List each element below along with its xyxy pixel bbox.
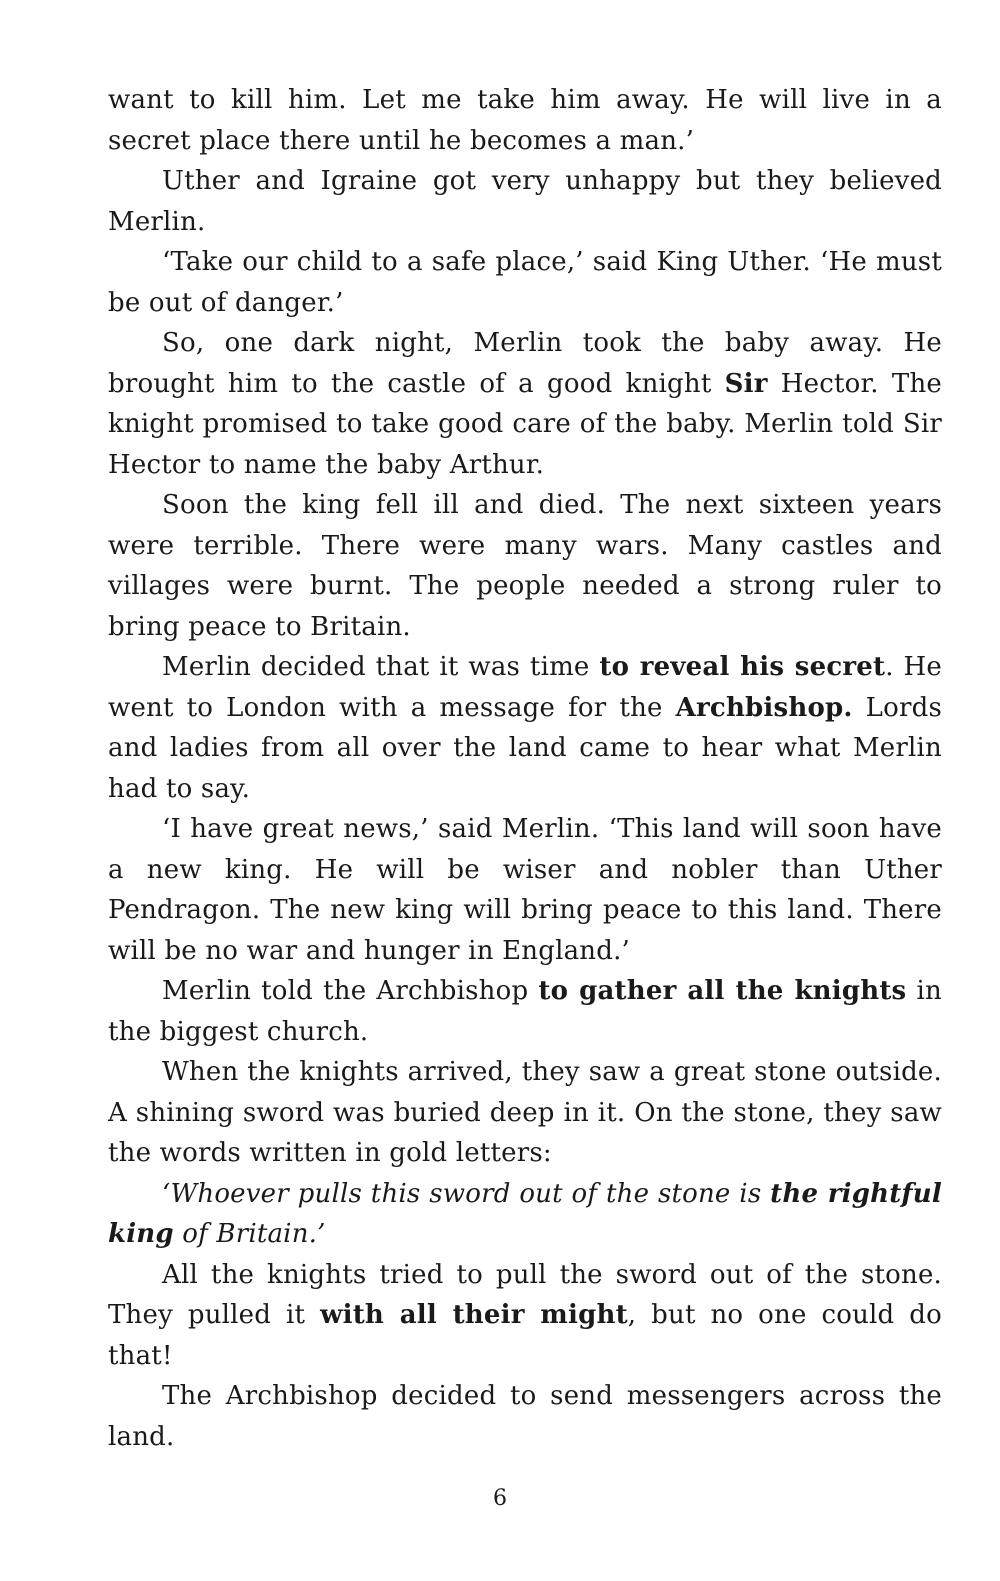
paragraph <box>108 242 942 323</box>
text-run: Lords and ladies from all over the land came to hear what Merlin had to say. <box>108 692 942 804</box>
text-run: to gather all the knights <box>538 976 907 1006</box>
text-run: in the biggest church. <box>108 976 942 1047</box>
text-run: the rightful king <box>108 1178 942 1249</box>
paragraph <box>108 80 942 161</box>
text-run: Soon the king fell ill and died. The next sixteen years were terrible. There were many wars. Many castles and villages were burnt. The people needed a strong ruler to bring peace to Britain. <box>108 490 942 642</box>
text-run: of Britain.’ <box>173 1219 326 1249</box>
text-run: When the knights arrived, they saw a great stone outside. A shining sword was buried deep in it. On the stone, they saw the words written in gold letters: <box>108 1057 942 1168</box>
text-run: Merlin decided that it was time <box>162 652 600 682</box>
text-run: ‘I have great news,’ said Merlin. ‘This land will soon have a new king. He will be wiser and nobler than Uther Pendragon. The new king will bring peace to this land. There will be no war and hunger in England.’ <box>108 814 942 966</box>
text-run: ‘Whoever pulls this sword out of the stone is <box>162 1178 771 1209</box>
paragraph <box>108 809 942 971</box>
paragraph <box>108 1052 942 1174</box>
page-number: 6 <box>493 1486 507 1511</box>
text-run: . He went to London with a message for the <box>108 652 942 723</box>
paragraph <box>108 1255 942 1377</box>
paragraph <box>108 485 942 647</box>
text-run: want to kill him. Let me take him away. He will live in a secret place there until he becomes a man.’ <box>108 85 942 156</box>
text-run: Merlin told the Archbishop <box>162 976 539 1006</box>
paragraph <box>108 1174 942 1255</box>
text-run: The Archbishop decided to send messengers across the land. <box>108 1381 942 1452</box>
text-run: All the knights tried to pull the sword out of the stone. They pulled it <box>108 1259 942 1330</box>
text-run: Uther and Igraine got very unhappy but they believed Merlin. <box>108 166 942 237</box>
text-run: to reveal his secret <box>599 652 886 682</box>
text-run: Sir <box>724 368 768 399</box>
text-run: ‘Take our child to a safe place,’ said King Uther. ‘He must be out of danger.’ <box>108 247 942 318</box>
paragraph <box>108 971 942 1052</box>
text-run: So, one dark night, Merlin took the baby away. He brought him to the castle of a good knight <box>108 328 942 399</box>
text-run: with all their might <box>320 1300 628 1330</box>
paragraph <box>108 161 942 242</box>
paragraph <box>108 1376 942 1457</box>
paragraph <box>108 647 942 809</box>
page-body <box>108 80 942 1457</box>
text-run: Archbishop. <box>675 692 853 723</box>
paragraph <box>108 323 942 485</box>
text-run: Hector. The knight promised to take good care of the baby. Merlin told Sir Hector to name the baby Arthur. <box>108 368 943 480</box>
text-run: , but no one could do that! <box>108 1300 942 1371</box>
